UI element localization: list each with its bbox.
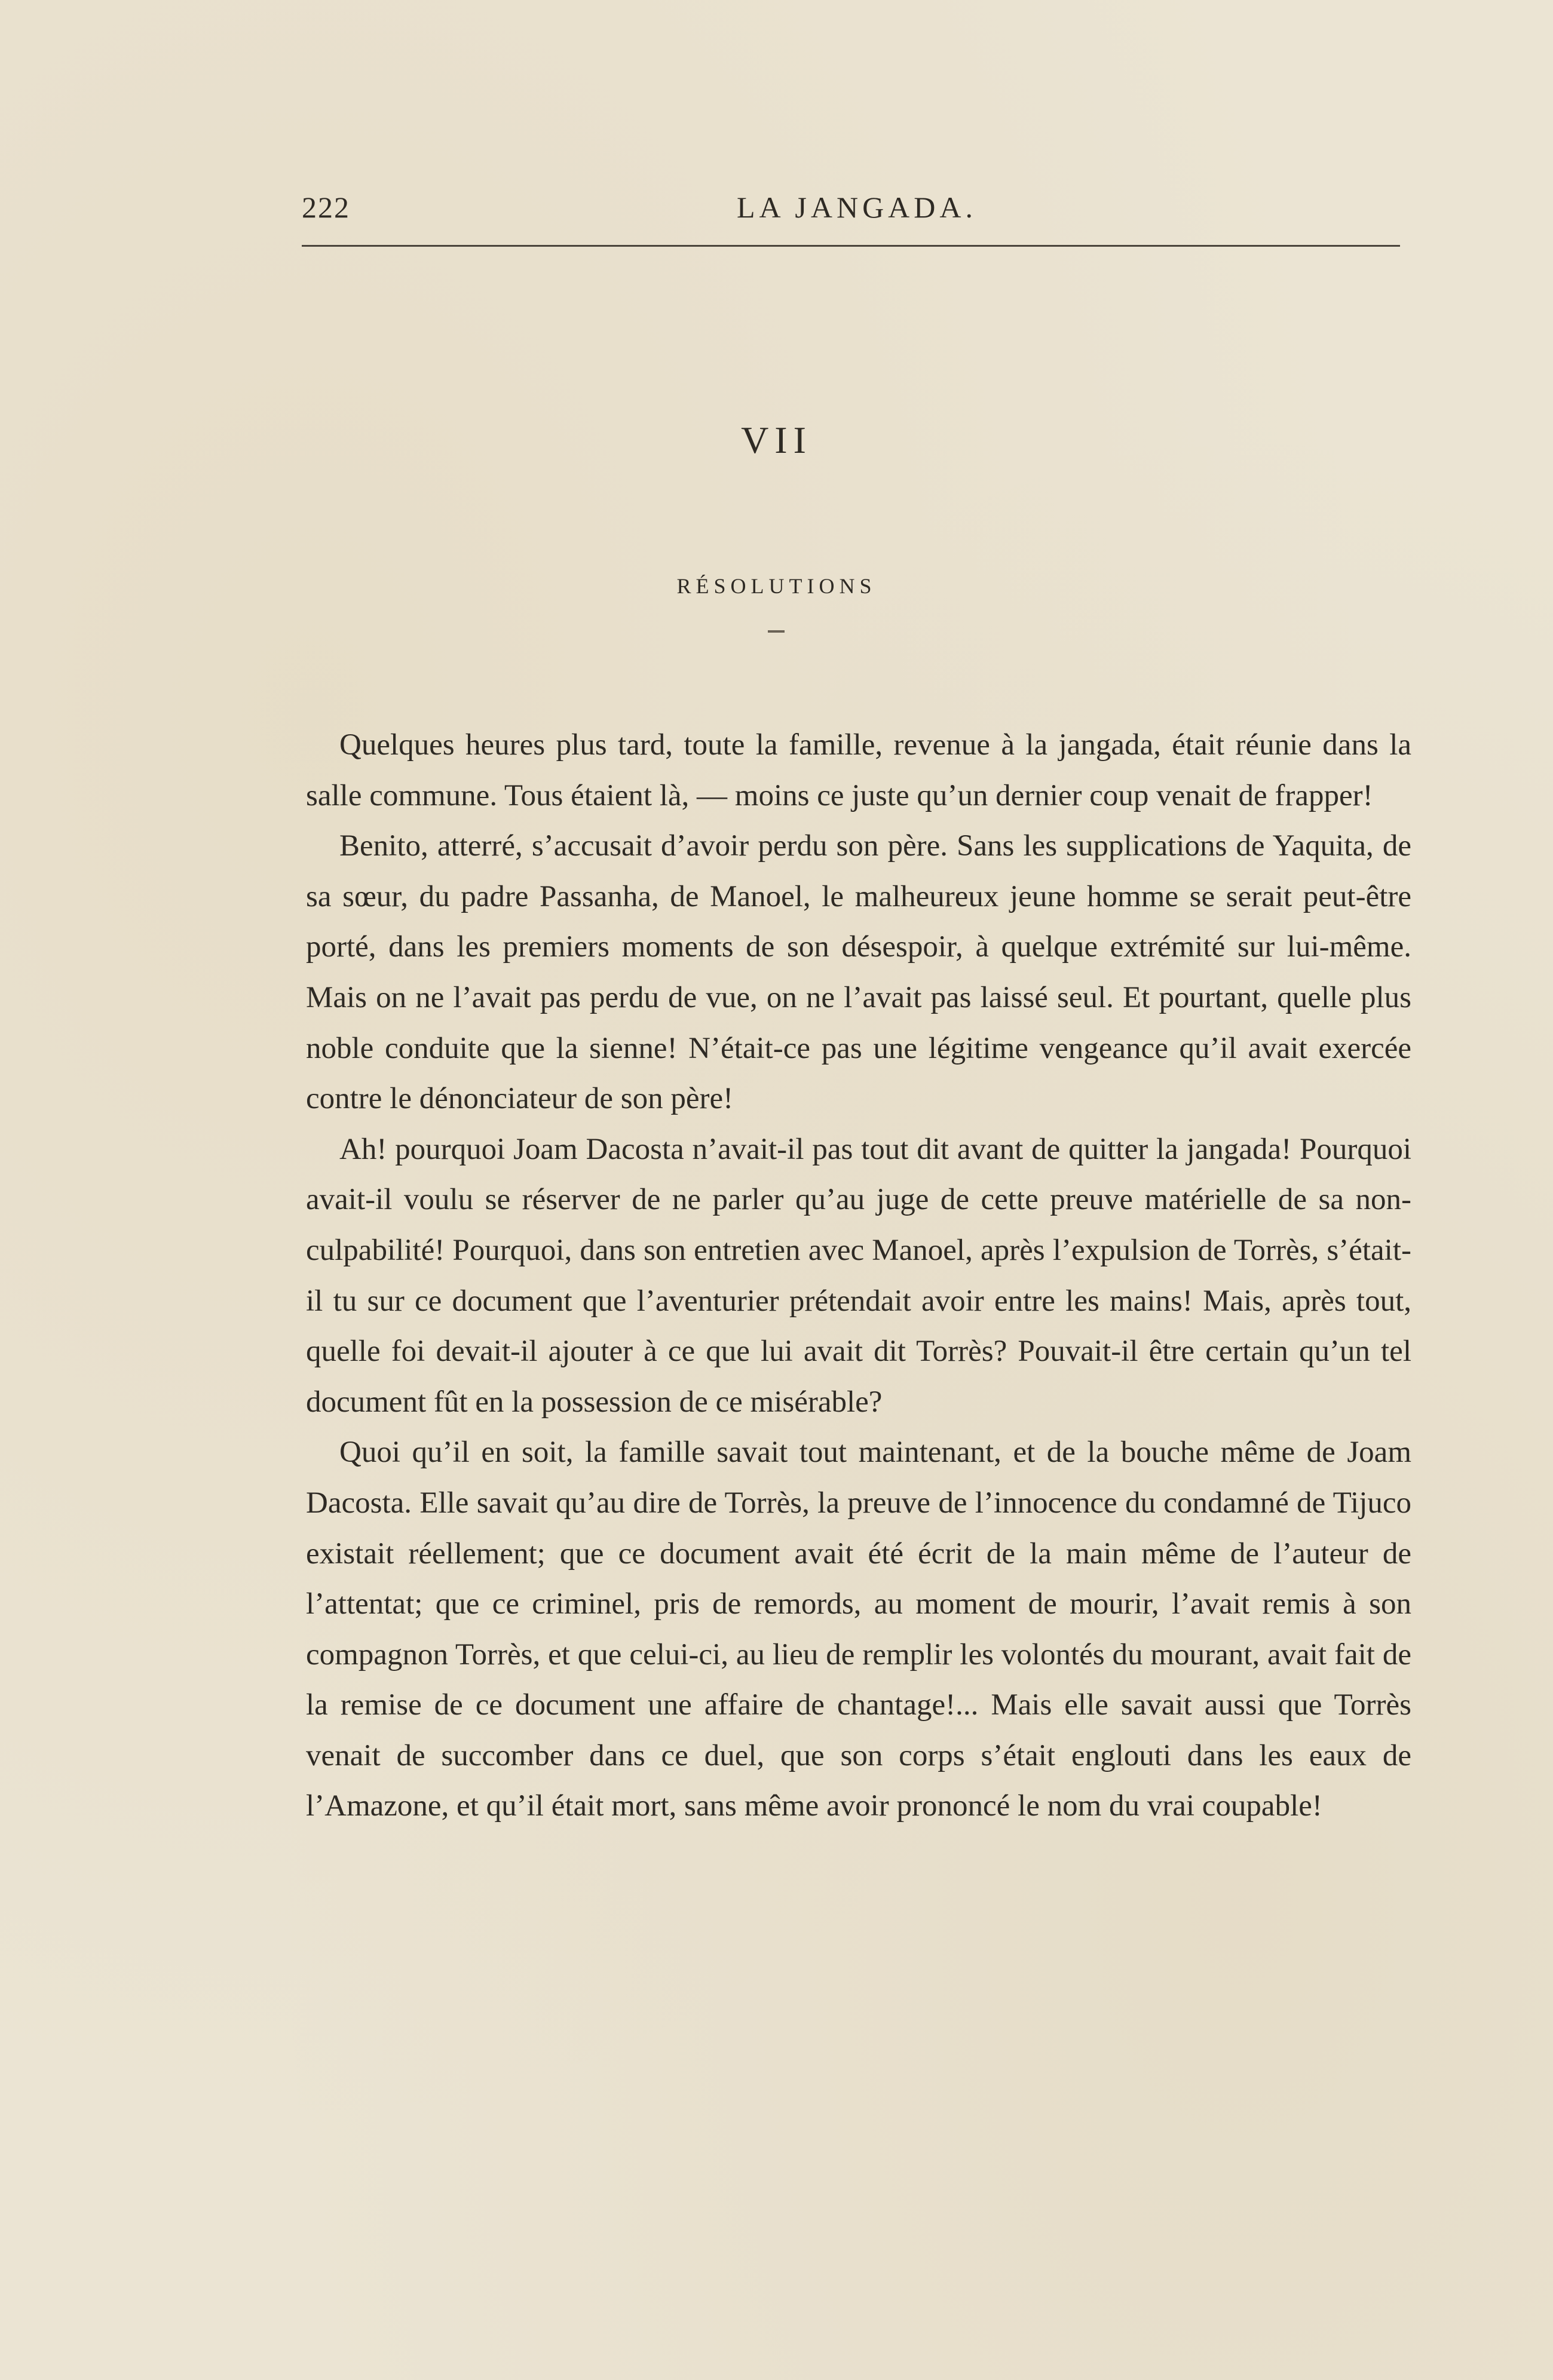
chapter-ornament	[768, 630, 785, 633]
page-number: 222	[302, 191, 350, 224]
running-title: LA JANGADA.	[737, 191, 977, 224]
header-rule	[302, 245, 1400, 247]
paragraph: Benito, atterré, s’accusait d’avoir perdu son père. Sans les supplications de Yaquita, de sa sœur, du padre Passanha, de Manoel, le malheureux jeune homme se serait peut-être porté, dans les premiers moments de son désespoir, à quelque extrémité sur lui-même. Mais on ne l’avait pas perdu de vue, on ne l’avait pas laissé seul. Et pourtant, quelle plus noble conduite que la sienne! N’était-ce pas une légitime vengeance qu’il avait exercée contre le dénonciateur de son père!	[306, 829, 1411, 1116]
paragraph: Quelques heures plus tard, toute la famille, revenue à la jangada, était réunie dans la salle commune. Tous étaient là, — moins ce juste qu’un dernier coup venait de frapper!	[306, 728, 1411, 812]
paragraph: Quoi qu’il en soit, la famille savait tout maintenant, et de la bouche même de Joam Dacosta. Elle savait qu’au dire de Torrès, la preuve de l’innocence du condamné de Tijuco existait réellement; que ce document avait été écrit de la main même de l’auteur de l’attentat; que ce criminel, pris de remords, au moment de mourir, l’avait remis à son compagnon Torrès, et que celui-ci, au lieu de remplir les volontés du mourant, avait fait de la remise de ce document une affaire de chantage!... Mais elle savait aussi que Torrès venait de succomber dans ce duel, que son corps s’était englouti dans les eaux de l’Amazone, et qu’il était mort, sans même avoir prononcé le nom du vrai coupable!	[306, 1436, 1411, 1823]
chapter-title: RÉSOLUTIONS	[676, 574, 877, 598]
running-head	[302, 190, 1400, 232]
paragraph: Ah! pourquoi Joam Dacosta n’avait-il pas tout dit avant de quitter la jangada! Pourquoi avait-il voulu se réserver de ne parler qu’au juge de cette preuve matérielle de sa non-culpabilité! Pourquoi, dans son entretien avec Manoel, après l’expulsion de Torrès, s’était-il tu sur ce document que l’aventurier prétendait avoir entre les mains! Mais, après tout, quelle foi devait-il ajouter à ce que lui avait dit Torrès? Pouvait-il être certain qu’un tel document fût en la possession de ce misérable?	[306, 1132, 1411, 1419]
chapter-number: VII	[741, 419, 812, 461]
body-text	[306, 720, 1411, 1832]
